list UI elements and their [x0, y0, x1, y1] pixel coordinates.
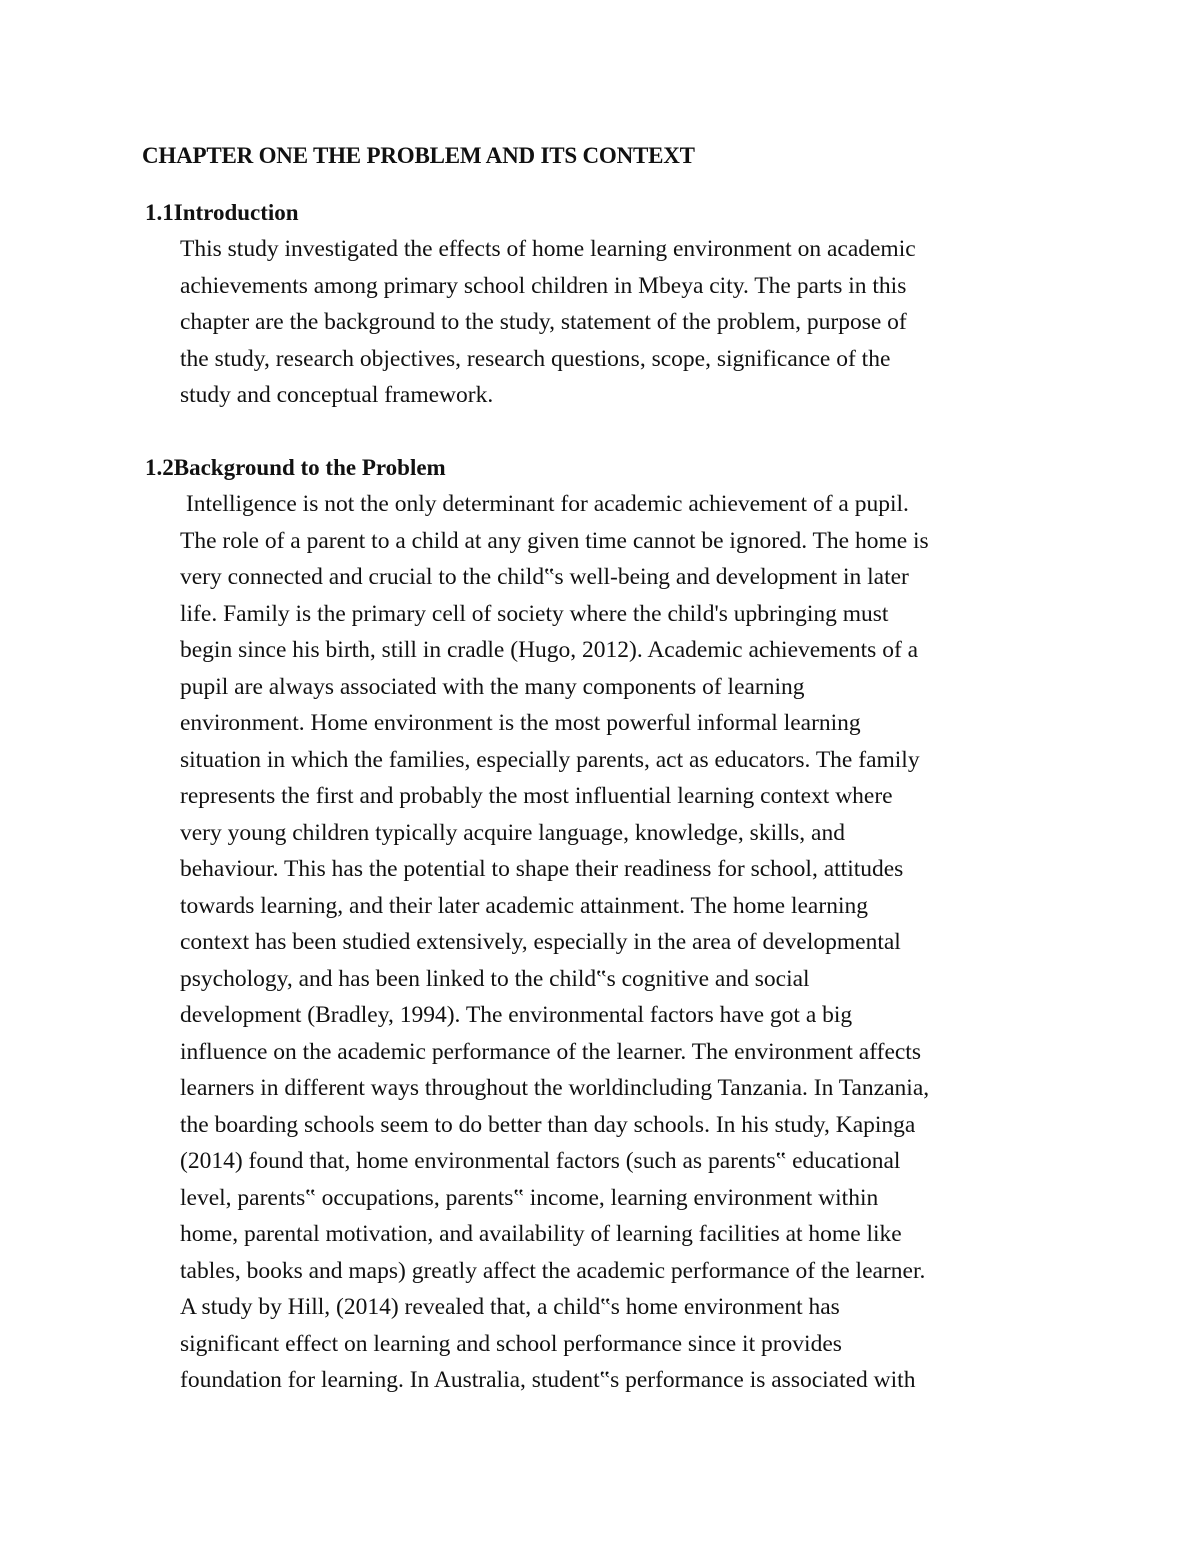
paragraph-line: life. Family is the primary cell of society where the child's upbringing must — [180, 600, 889, 627]
paragraph-line: situation in which the families, especially parents, act as educators. The family — [180, 746, 920, 773]
section-heading-background — [145, 455, 446, 481]
paragraph-line: level, parents‟ occupations, parents‟ income, learning environment within — [180, 1184, 879, 1211]
introduction-paragraph — [180, 231, 916, 414]
paragraph-line: psychology, and has been linked to the child‟s cognitive and social — [180, 965, 810, 992]
paragraph-line: learners in different ways throughout the worldincluding Tanzania. In Tanzania, — [180, 1075, 930, 1101]
paragraph-line: foundation for learning. In Australia, student‟s performance is associated with — [180, 1367, 916, 1393]
section-title: Introduction — [173, 200, 299, 225]
paragraph-line: home, parental motivation, and availability of learning facilities at home like — [180, 1221, 902, 1247]
paragraph-line: represents the first and probably the most influential learning context where — [180, 783, 893, 809]
paragraph-line: significant effect on learning and school performance since it provides — [180, 1330, 842, 1357]
paragraph-line: pupil are always associated with the many components of learning — [180, 673, 805, 700]
paragraph-line: A study by Hill, (2014) revealed that, a child‟s home environment has — [180, 1294, 840, 1320]
paragraph-line: This study investigated the effects of home learning environment on academic — [180, 236, 916, 262]
paragraph-line: context has been studied extensively, especially in the area of developmental — [180, 929, 901, 955]
paragraph-line: very connected and crucial to the child‟s well-being and development in later — [180, 564, 909, 590]
chapter-title: CHAPTER ONE THE PROBLEM AND ITS CONTEXT — [142, 143, 695, 168]
paragraph-line: very young children typically acquire language, knowledge, skills, and — [180, 819, 845, 846]
paragraph-line: behaviour. This has the potential to shape their readiness for school, attitudes — [180, 856, 904, 882]
paragraph-line: environment. Home environment is the most powerful informal learning — [180, 710, 861, 736]
paragraph-line: study and conceptual framework. — [180, 382, 494, 408]
paragraph-line: chapter are the background to the study, statement of the problem, purpose of — [180, 309, 907, 335]
paragraph-line: begin since his birth, still in cradle (Hugo, 2012). Academic achievements of a — [180, 637, 919, 663]
paragraph-line: influence on the academic performance of the learner. The environment affects — [180, 1038, 921, 1065]
section-heading-introduction — [145, 200, 299, 226]
paragraph-line: development (Bradley, 1994). The environmental factors have got a big — [180, 1002, 853, 1028]
section-number: 1.1 — [145, 200, 174, 225]
paragraph-line: The role of a parent to a child at any given time cannot be ignored. The home is — [180, 527, 929, 554]
paragraph-line: the study, research objectives, research questions, scope, significance of the — [180, 345, 891, 372]
paragraph-line: Intelligence is not the only determinant for academic achievement of a pupil. — [180, 491, 909, 517]
section-title: Background to the Problem — [173, 455, 446, 480]
paragraph-line: the boarding schools seem to do better than day schools. In his study, Kapinga — [180, 1111, 916, 1138]
paragraph-line: achievements among primary school children in Mbeya city. The parts in this — [180, 272, 907, 299]
background-paragraph — [180, 486, 929, 1399]
paragraph-line: towards learning, and their later academic attainment. The home learning — [180, 892, 868, 919]
paragraph-line: (2014) found that, home environmental factors (such as parents‟ educational — [180, 1148, 901, 1174]
paragraph-line: tables, books and maps) greatly affect the academic performance of the learner. — [180, 1257, 926, 1284]
section-number: 1.2 — [145, 455, 174, 480]
